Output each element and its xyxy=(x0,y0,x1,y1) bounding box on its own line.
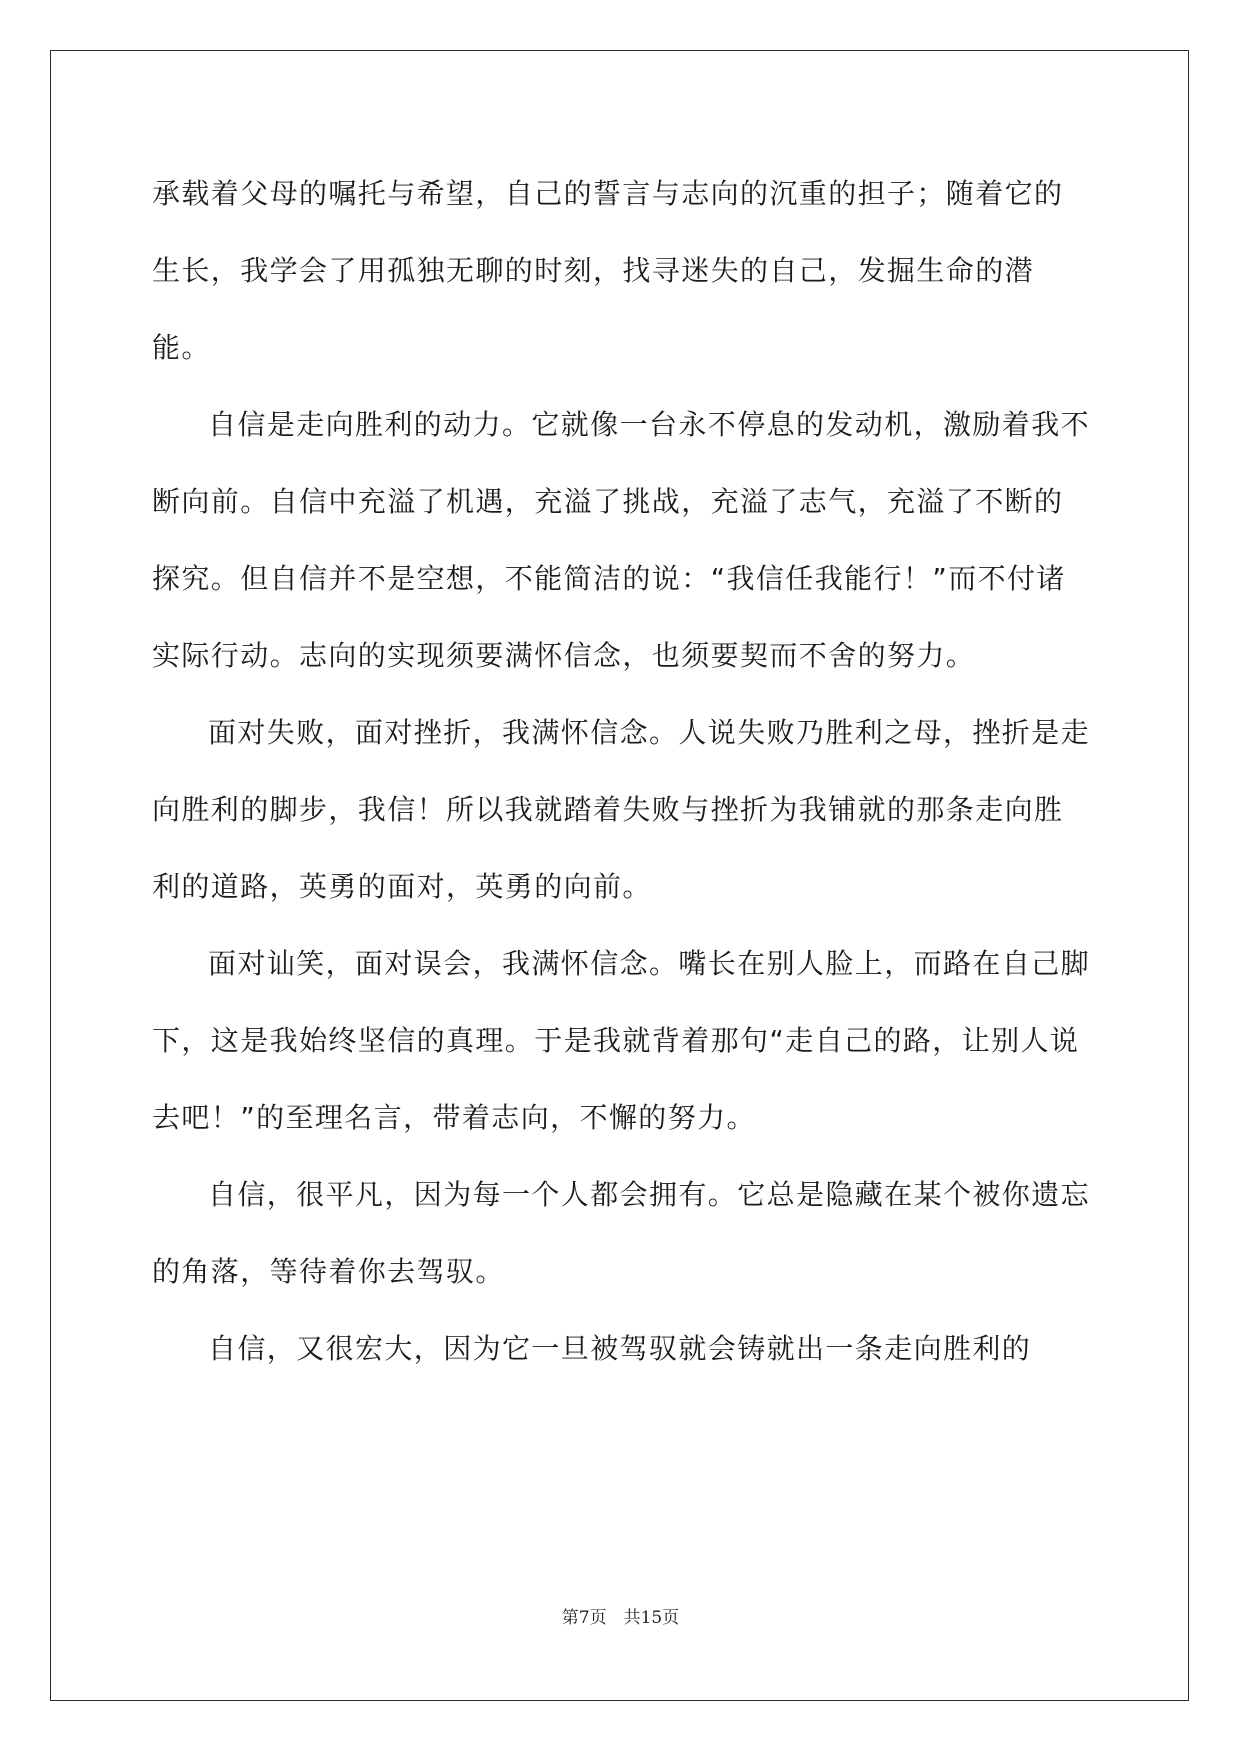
paragraph-5: 自信，很平凡，因为每一个人都会拥有。它总是隐藏在某个被你遗忘的角落，等待着你去驾驭。 xyxy=(152,1178,1091,1288)
paragraph-6: 自信，又很宏大，因为它一旦被驾驭就会铸就出一条走向胜利的 xyxy=(208,1332,1032,1365)
paragraph-3: 面对失败，面对挫折，我满怀信念。人说失败乃胜利之母，挫折是走向胜利的脚步，我信！所以我就踏着失败与挫折为我铺就的那条走向胜利的道路，英勇的面对，英勇的向前。 xyxy=(152,716,1091,903)
paragraph-1: 承载着父母的嘱托与希望，自己的誓言与志向的沉重的担子；随着它的生长，我学会了用孤独无聊的时刻，找寻迷失的自己，发掘生命的潜能。 xyxy=(152,177,1064,364)
document-body xyxy=(152,155,1092,1387)
paragraph-2: 自信是走向胜利的动力。它就像一台永不停息的发动机，激励着我不断向前。自信中充溢了机遇，充溢了挑战，充溢了志气，充溢了不断的探究。但自信并不是空想，不能简洁的说：“我信任我能行！”而不付诸实际行动。志向的实现须要满怀信念，也须要契而不舍的努力。 xyxy=(152,408,1091,672)
page-number-footer: 第7页 共15页 xyxy=(561,1608,680,1628)
paragraph-4: 面对讪笑，面对误会，我满怀信念。嘴长在别人脸上，而路在自己脚下，这是我始终坚信的真理。于是我就背着那句“走自己的路，让别人说去吧！”的至理名言，带着志向，不懈的努力。 xyxy=(152,947,1091,1134)
